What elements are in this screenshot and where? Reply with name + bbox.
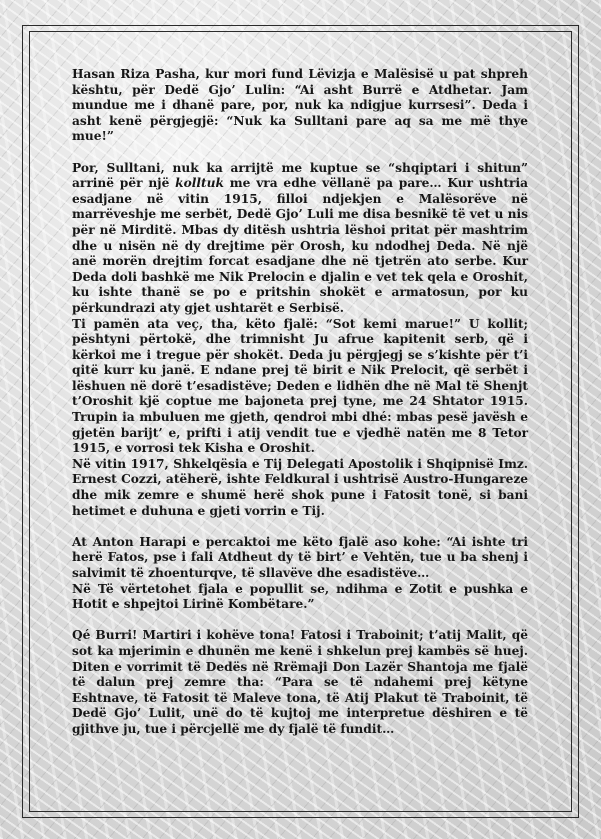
paragraph <box>72 67 528 145</box>
paragraph <box>72 628 528 737</box>
paragraph <box>72 161 528 317</box>
paragraph <box>72 317 528 457</box>
text-segment: Qé Burri! Martiri i kohëve tona! Fatosi i Traboinit; t’atij Malit, që sot ka mjerimin e dhunën me kenë i shkelun prej kambës së huej. Diten e vorrimit të Dedës në Rrëmaji Don Lazër Shantoja me fjalë të dalun prej zemre tha: “Para se të ndahemi prej këtyne Eshtnave, të Fatosit të Maleve tona, të Atij Plakut të Traboinit, të Dedë Gjo’ Lulit, unë do të kujtoj me interpretue dëshiren e të gjithve ju, tue i përcjellë me dy fjalë të fundit… <box>72 628 528 736</box>
paragraph <box>72 582 528 613</box>
paragraph <box>72 535 528 582</box>
text-segment: Në vitin 1917, Shkelqësia e Tij Delegati Apostolik i Shqipnisë Imz. Ernest Cozzi, atëherë, ishte Feldkural i ushtrisë Austro-Hungareze dhe mik zemre e shumë herë shok pune i Fatosit tonë, si bani hetimet e duhuna e gjeti vorrin e Tij. <box>72 456 528 518</box>
document-body <box>72 67 528 738</box>
italic-text: kolltuk <box>175 176 224 191</box>
text-segment: Hasan Riza Pasha, kur mori fund Lëvizja e Malësisë u pat shpreh kështu, për Dedë Gjo’ Lulin: “Ai asht Burrë e Atdhetar. Jam mundue me i dhanë pare, por, nuk ka ndigjue kurrsesi”. Deda i asht kenë përgjegjë: “Nuk ka Sulltani pare aq sa me më thye mue!” <box>72 67 528 144</box>
text-segment: Por, Sulltani, nuk ka arrijtë me kuptue se “shqiptari i shitun” arrinë për një <box>72 160 528 191</box>
text-segment: me vra edhe vëllanë pa pare… Kur ushtria esadjane në vitin 1915, filloi ndjekjen e Malësorëve në marrëveshje me serbët, Dedë Gjo’ Luli me disa besnikë të vet u nis për në Mirditë. Mbas dy ditësh ushtria lëshoi pritat për mashtrim dhe u nisën në dy drejtime për Orosh, ku ndodhej Deda. Në një anë morën drejtim forcat esadjane dhe në tjetrën ato serbe. Kur Deda doli bashkë me Nik Prelocin e djalin e vet tek qela e Oroshit, ku ishte thanë se po e pritshin shokët e armatosun, por ku përkundrazi aty gjet ushtarët e Serbisë. <box>72 176 528 315</box>
text-segment: Ti pamën ata veç, tha, këto fjalë: “Sot kemi marue!” U kollit; pështyni përtokë, dhe trimnisht Ju afrue kapitenit serb, që i kërkoi me i tregue për shokët. Deda ju përgjegj se s’kishte për t’i qitë kurr ku janë. E ndane prej të birit e Nik Prelocit, që serbët i lëshuen në dorë t’esadistëve; Deden e lidhën dhe në Mal të Shenjt t’Oroshit kjë coptue me bajoneta prej tyne, me 24 Shtator 1915. Trupin ia mbuluen me gjeth, qendroi mbi dhé: mbas pesë javësh e gjetën barijt’ e, prifti i atij vendit tue e vjedhë natën me 8 Tetor 1915, e vorrosi tek Kisha e Oroshit. <box>72 316 528 456</box>
text-segment: Në Të vërtetohet fjala e popullit se, ndihma e Zotit e pushka e Hotit e shpejtoi Lirinë Kombëtare.” <box>72 581 528 612</box>
text-segment: At Anton Harapi e percaktoi me këto fjalë aso kohe: “Ai ishte tri herë Fatos, pse i fali Atdheut dy të birt’ e Vehtën, tue u ba shenj i salvimit të zhoenturqve, të sllavëve dhe esadistëve… <box>72 534 528 580</box>
paragraph <box>72 457 528 519</box>
